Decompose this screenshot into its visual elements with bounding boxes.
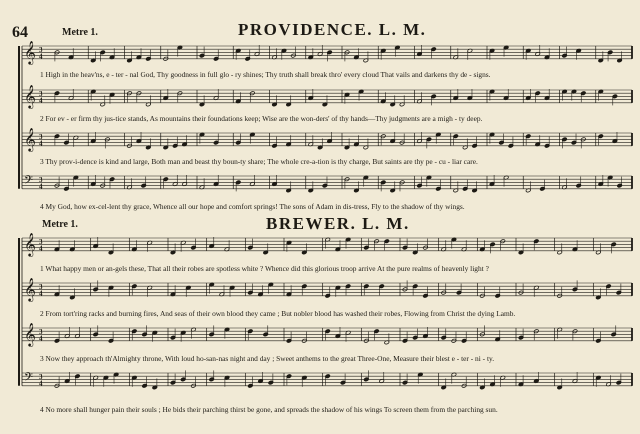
time-signature: 4 <box>39 244 43 253</box>
verse-line: 4 No more shall hunger pain their souls ; He bids their parching thirst be gone, and spreads the shadow of his wings To screen them from the parching sun. <box>40 405 498 414</box>
treble-clef-icon: 𝄞 <box>24 322 36 346</box>
time-signature: 4 <box>39 182 43 191</box>
time-signature: 3 <box>39 133 43 141</box>
time-signature: 4 <box>39 139 43 148</box>
verse-line: 2 For ev - er firm thy jus-tice stands, As mountains their foundations keep; Wise are the won-ders' of thy hands—Thy judgments are a migh - ty deep. <box>40 114 483 123</box>
time-signature: 3 <box>39 238 43 246</box>
time-signature: 3 <box>39 176 43 184</box>
treble-clef-icon: 𝄞 <box>24 40 36 64</box>
time-signature: 4 <box>39 289 43 298</box>
time-signature: 4 <box>39 379 43 388</box>
bass-clef-icon: 𝄢 <box>24 174 34 190</box>
time-signature: 3 <box>39 283 43 291</box>
verse-line: 3 Thy prov-i-dence is kind and large, Both man and beast thy boun-ty share; The whole cre-a-tion is thy charge, But saints are thy pe - cu - liar care. <box>40 157 478 166</box>
verse-line: 4 My God, how ex-cel-lent thy grace, Whence all our hope and comfort springs! The sons of Adam in dis-tress, Fly to the shadow of thy wings. <box>40 202 465 211</box>
time-signature: 3 <box>39 373 43 381</box>
metre-label: Metre 1. <box>42 219 78 230</box>
verse-line: 3 Now they approach th'Almighty throne, With loud ho-san-nas night and day ; Sweet anthems to the great Three-One, Measure their blest e - ter - ni - ty. <box>40 354 495 363</box>
bass-clef-icon: 𝄢 <box>24 371 34 387</box>
treble-clef-icon: 𝄞 <box>24 127 36 151</box>
tune-title: BREWER. L. M. <box>266 214 410 233</box>
verse-line: 1 What happy men or an-gels these, That all their robes are spotless white ? Whence did this glorious troop arrive At the pure realms of heavenly light ? <box>40 264 489 273</box>
verse-line: 1 High in the heav'ns, e - ter - nal God, Thy goodness in full glo - ry shines; Thy truth shall break thro' every cloud That vails and darkens thy de - signs. <box>40 70 491 79</box>
time-signature: 3 <box>39 90 43 98</box>
time-signature: 4 <box>39 334 43 343</box>
tune-title: PROVIDENCE. L. M. <box>238 20 427 39</box>
metre-label: Metre 1. <box>62 27 98 38</box>
treble-clef-icon: 𝄞 <box>24 232 36 256</box>
page-number: 64 <box>12 24 28 41</box>
verse-line: 2 From tort'ring racks and burning fires, And seas of their own blood they came ; But nobler blood has washed their robes, Flowing from Christ the dying Lamb. <box>40 309 516 318</box>
time-signature: 3 <box>39 46 43 54</box>
treble-clef-icon: 𝄞 <box>24 277 36 301</box>
time-signature: 4 <box>39 96 43 105</box>
time-signature: 3 <box>39 328 43 336</box>
time-signature: 4 <box>39 52 43 61</box>
treble-clef-icon: 𝄞 <box>24 84 36 108</box>
